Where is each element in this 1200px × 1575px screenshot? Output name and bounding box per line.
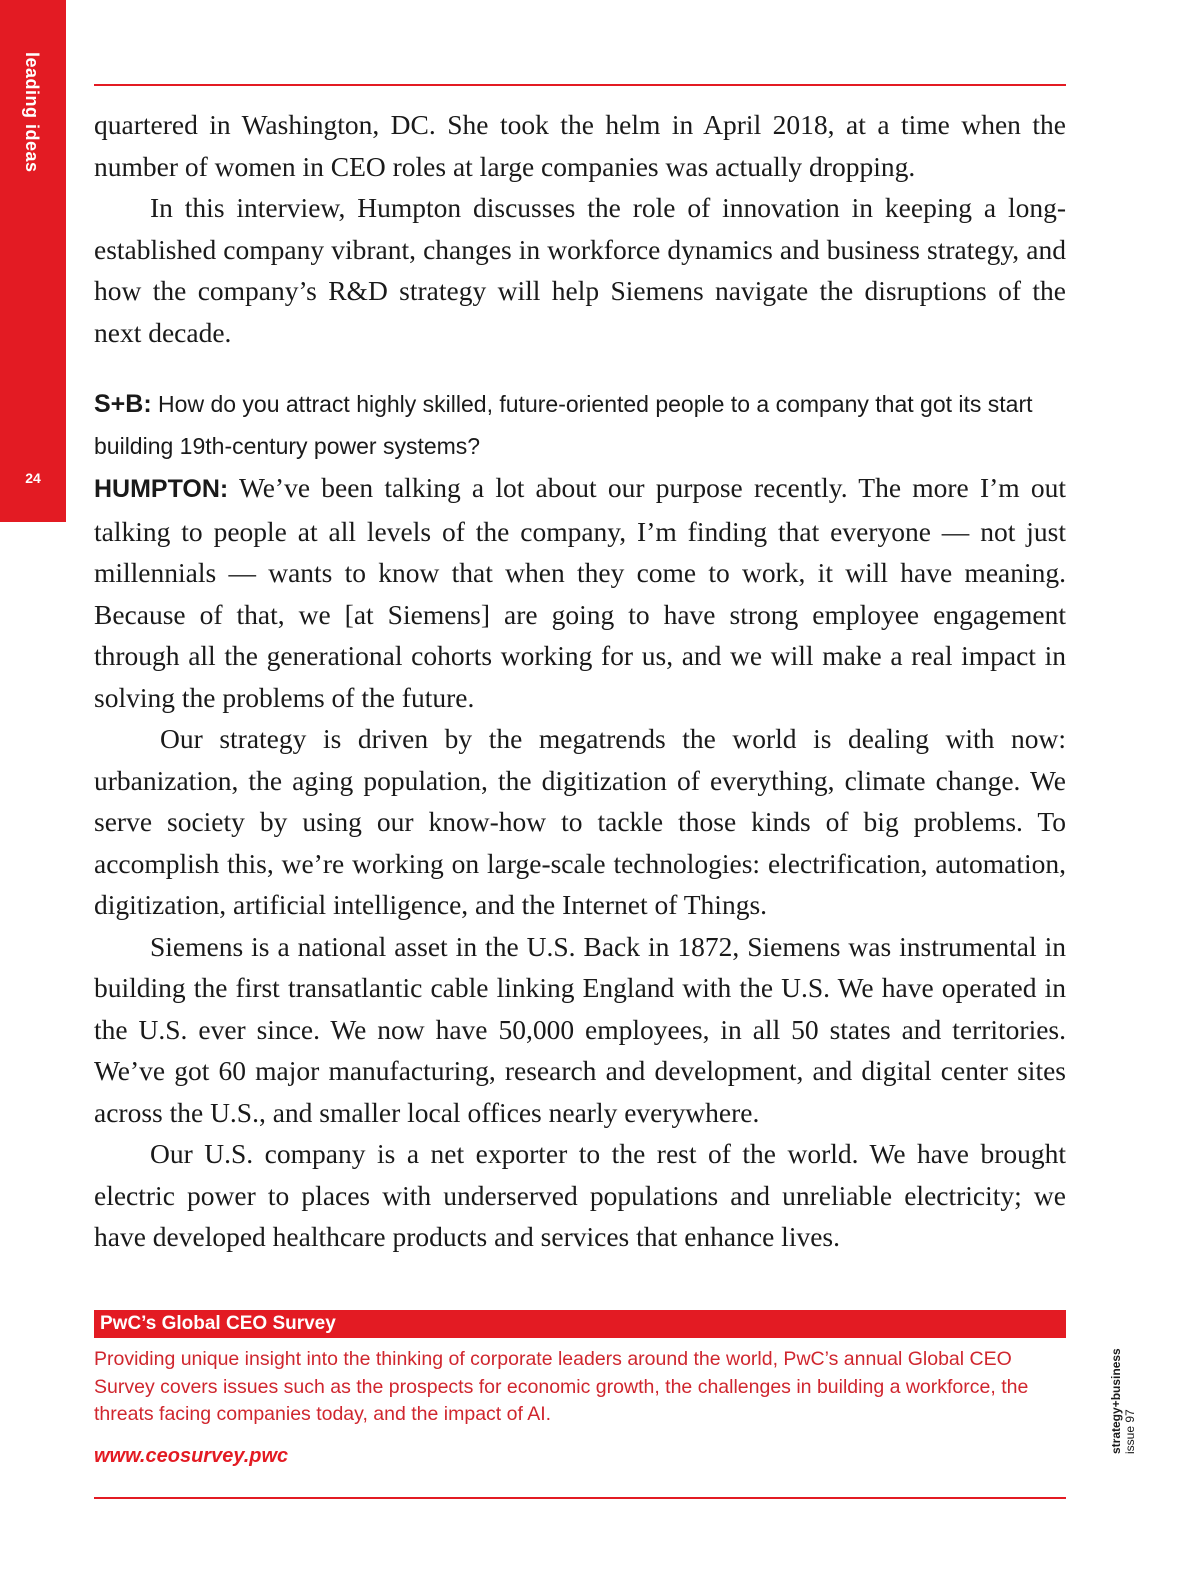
answer-paragraph-3: Siemens is a national asset in the U.S. Back in 1872, Siemens was instrumental in building the first transatlantic cable linking England with the U.S. We have operated in the U.S. ever since. We now have 50,000 employees, in all 50 states and territories. We’ve got 60 major manufacturing, research and development, and digital center sites across the U.S., and smaller local offices nearly everywhere.: [94, 930, 1066, 1128]
answer-speaker: HUMPTON:: [94, 475, 229, 503]
question-speaker: S+B:: [94, 390, 152, 418]
section-tab: [0, 0, 66, 522]
answer-paragraph-2: Our strategy is driven by the megatrends the world is dealing with now: urbanization, the aging population, the digitization of everything, climate change. We serve society by using our know-how to tackle those kinds of big problems. To accomplish this, we’re working on large-scale technologies: electrification, automation, digitization, artificial intelligence, and the Internet of Things.: [94, 723, 1066, 920]
answer-paragraph-4: Our U.S. company is a net exporter to the rest of the world. We have brought electric power to places with underserved populations and unreliable electricity; we have developed healthcare products and services that enhance lives.: [94, 1138, 1066, 1252]
survey-link[interactable]: www.ceosurvey.pwc: [94, 1444, 289, 1467]
sidebar-title: PwC’s Global CEO Survey: [94, 1310, 1066, 1338]
bottom-divider: [94, 1497, 1066, 1499]
ceo-survey-sidebar: [94, 1310, 1066, 1468]
intro-paragraph-1: quartered in Washington, DC. She took the helm in April 2018, at a time when the number of women in CEO roles at large companies was actually dropping.: [94, 109, 1066, 182]
page-number: 24: [25, 470, 41, 486]
question-text: How do you attract highly skilled, future-oriented people to a company that got its start building 19th-century power systems?: [94, 391, 1033, 459]
answer-text: We’ve been talking a lot about our purpose recently. The more I’m out talking to people at all levels of the company, I’m finding that everyone — not just millennials — wants to know that when they come to work, it will have meaning. Because of that, we [at Siemens] are going to have strong employee engagement through all the generational cohorts working for us, and we will make a real impact in solving the problems of the future.: [94, 472, 1066, 713]
interview-question: [94, 383, 1066, 467]
section-label: leading ideas: [22, 52, 42, 173]
answer-paragraph-1: [94, 467, 1066, 718]
journal-name: strategy+business: [1109, 1348, 1123, 1454]
intro-paragraph-2: In this interview, Humpton discusses the role of innovation in keeping a long-established company vibrant, changes in workforce dynamics and business strategy, and how the company’s R&D strategy will help Siemens navigate the disruptions of the next decade.: [94, 192, 1066, 348]
sidebar-body: Providing unique insight into the thinking of corporate leaders around the world, PwC’s annual Global CEO Survey covers issues such as the prospects for economic growth, the challenges in building a workforce, the threats facing companies today, and the impact of AI.: [94, 1348, 1029, 1425]
article-body: [94, 104, 1066, 1258]
journal-issue-label: [1109, 1318, 1137, 1454]
top-divider: [94, 84, 1066, 86]
issue-number: issue 97: [1123, 1409, 1137, 1454]
